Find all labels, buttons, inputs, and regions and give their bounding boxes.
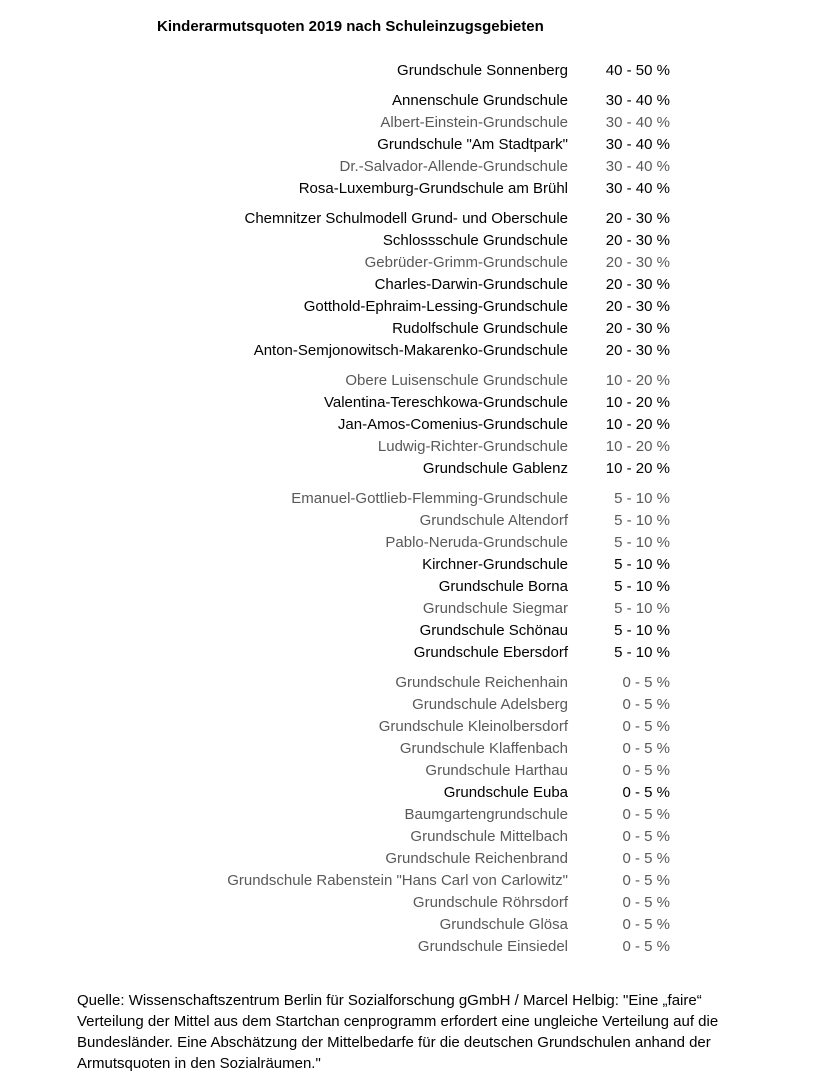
school-row [0,230,828,252]
school-row [0,848,828,870]
school-row [0,340,828,362]
poverty-quota: 20 - 30 % [605,320,670,337]
poverty-quota: 20 - 30 % [605,210,670,227]
school-name: Grundschule Röhrsdorf [412,894,568,911]
school-row [0,112,828,134]
poverty-quota: 0 - 5 % [622,828,670,845]
poverty-quota: 30 - 40 % [605,136,670,153]
poverty-quota: 0 - 5 % [622,696,670,713]
school-name: Grundschule Kleinolbersdorf [378,718,568,735]
school-name: Grundschule Altendorf [419,512,568,529]
school-name: Rosa-Luxemburg-Grundschule am Brühl [298,180,568,197]
poverty-quota: 0 - 5 % [622,938,670,955]
poverty-quota: 0 - 5 % [622,894,670,911]
school-row [0,620,828,642]
poverty-quota: 30 - 40 % [605,114,670,131]
poverty-quota: 40 - 50 % [605,62,670,79]
poverty-quota: 0 - 5 % [622,740,670,757]
school-name: Grundschule Harthau [425,762,568,779]
poverty-quota: 5 - 10 % [614,644,670,661]
school-name: Grundschule "Am Stadtpark" [377,136,568,153]
school-row [0,598,828,620]
school-row [0,208,828,230]
school-name: Grundschule Borna [438,578,568,595]
school-row [0,510,828,532]
school-name: Valentina-Tereschkowa-Grundschule [323,394,568,411]
school-row [0,458,828,480]
school-name: Grundschule Mittelbach [410,828,568,845]
school-name: Jan-Amos-Comenius-Grundschule [337,416,568,433]
school-row [0,914,828,936]
school-row [0,672,828,694]
school-row [0,134,828,156]
school-row [0,694,828,716]
school-name: Baumgartengrundschule [404,806,568,823]
poverty-quota: 0 - 5 % [622,806,670,823]
poverty-quota: 5 - 10 % [614,600,670,617]
school-name: Grundschule Adelsberg [412,696,568,713]
school-name: Kirchner-Grundschule [422,556,568,573]
school-row [0,274,828,296]
poverty-quota: 20 - 30 % [605,232,670,249]
poverty-quota: 20 - 30 % [605,254,670,271]
school-name: Pablo-Neruda-Grundschule [385,534,568,551]
school-row [0,804,828,826]
poverty-quota: 0 - 5 % [622,674,670,691]
school-name: Rudolfschule Grundschule [392,320,568,337]
school-row [0,554,828,576]
school-name: Anton-Semjonowitsch-Makarenko-Grundschule [253,342,568,359]
poverty-quota: 10 - 20 % [605,438,670,455]
source-note: Quelle: Wissenschaftszentrum Berlin für Sozialforschung gGmbH / Marcel Helbig: "Eine „faire“ Verteilung der Mittel aus dem Startchan cenprogramm erfordert eine ungleiche Verteilung auf die Bundesländer. Eine Abschätzung der Mittelbedarfe für die deutschen Grundschulen anhand der Armutsquoten in den Sozialräumen." [77,992,719,1072]
poverty-quota: 5 - 10 % [614,578,670,595]
school-row [0,532,828,554]
poverty-quota: 10 - 20 % [605,394,670,411]
school-row [0,436,828,458]
school-name: Schlossschule Grundschule [382,232,568,249]
school-name: Grundschule Reichenhain [395,674,568,691]
school-row [0,90,828,112]
school-row [0,296,828,318]
school-row [0,156,828,178]
poverty-quota: 5 - 10 % [614,622,670,639]
school-name: Charles-Darwin-Grundschule [374,276,568,293]
school-name: Obere Luisenschule Grundschule [345,372,568,389]
school-row [0,178,828,200]
school-row [0,60,828,82]
school-name: Dr.-Salvador-Allende-Grundschule [339,158,568,175]
school-row [0,370,828,392]
school-row [0,892,828,914]
school-row [0,642,828,664]
school-name: Gotthold-Ephraim-Lessing-Grundschule [303,298,568,315]
school-name: Emanuel-Gottlieb-Flemming-Grundschule [291,490,568,507]
school-name: Chemnitzer Schulmodell Grund- und Oberschule [244,210,568,227]
school-name: Grundschule Sonnenberg [397,62,568,79]
school-row [0,252,828,274]
poverty-quota: 30 - 40 % [605,92,670,109]
poverty-quota: 20 - 30 % [605,342,670,359]
school-name: Grundschule Rabenstein "Hans Carl von Carlowitz" [227,872,568,889]
poverty-quota: 10 - 20 % [605,460,670,477]
poverty-quota: 0 - 5 % [622,718,670,735]
school-row [0,716,828,738]
poverty-quota: 20 - 30 % [605,276,670,293]
page-title: Kinderarmutsquoten 2019 nach Schuleinzugsgebieten [157,18,544,35]
school-row [0,760,828,782]
poverty-quota: 0 - 5 % [622,762,670,779]
school-row [0,392,828,414]
school-name: Grundschule Ebersdorf [413,644,568,661]
school-row [0,576,828,598]
school-row [0,870,828,892]
poverty-quota: 10 - 20 % [605,372,670,389]
school-name: Grundschule Gablenz [422,460,568,477]
poverty-quota: 20 - 30 % [605,298,670,315]
school-row [0,414,828,436]
school-row [0,936,828,958]
poverty-quota: 5 - 10 % [614,556,670,573]
poverty-quota: 0 - 5 % [622,916,670,933]
poverty-quota: 30 - 40 % [605,158,670,175]
school-row [0,488,828,510]
poverty-quota: 5 - 10 % [614,534,670,551]
poverty-quota: 30 - 40 % [605,180,670,197]
school-row [0,318,828,340]
school-row [0,782,828,804]
school-name: Grundschule Klaffenbach [399,740,568,757]
school-name: Ludwig-Richter-Grundschule [377,438,568,455]
school-name: Grundschule Euba [443,784,568,801]
school-name: Grundschule Siegmar [422,600,568,617]
school-name: Grundschule Glösa [439,916,568,933]
poverty-quota: 0 - 5 % [622,872,670,889]
school-name: Grundschule Schönau [419,622,568,639]
school-name: Annenschule Grundschule [392,92,568,109]
school-row [0,826,828,848]
school-name: Albert-Einstein-Grundschule [380,114,568,131]
school-name: Gebrüder-Grimm-Grundschule [364,254,568,271]
poverty-quota: 5 - 10 % [614,512,670,529]
poverty-quota: 0 - 5 % [622,850,670,867]
school-row [0,738,828,760]
poverty-quota: 0 - 5 % [622,784,670,801]
school-name: Grundschule Einsiedel [417,938,568,955]
school-name: Grundschule Reichenbrand [385,850,568,867]
poverty-quota: 10 - 20 % [605,416,670,433]
poverty-quota: 5 - 10 % [614,490,670,507]
